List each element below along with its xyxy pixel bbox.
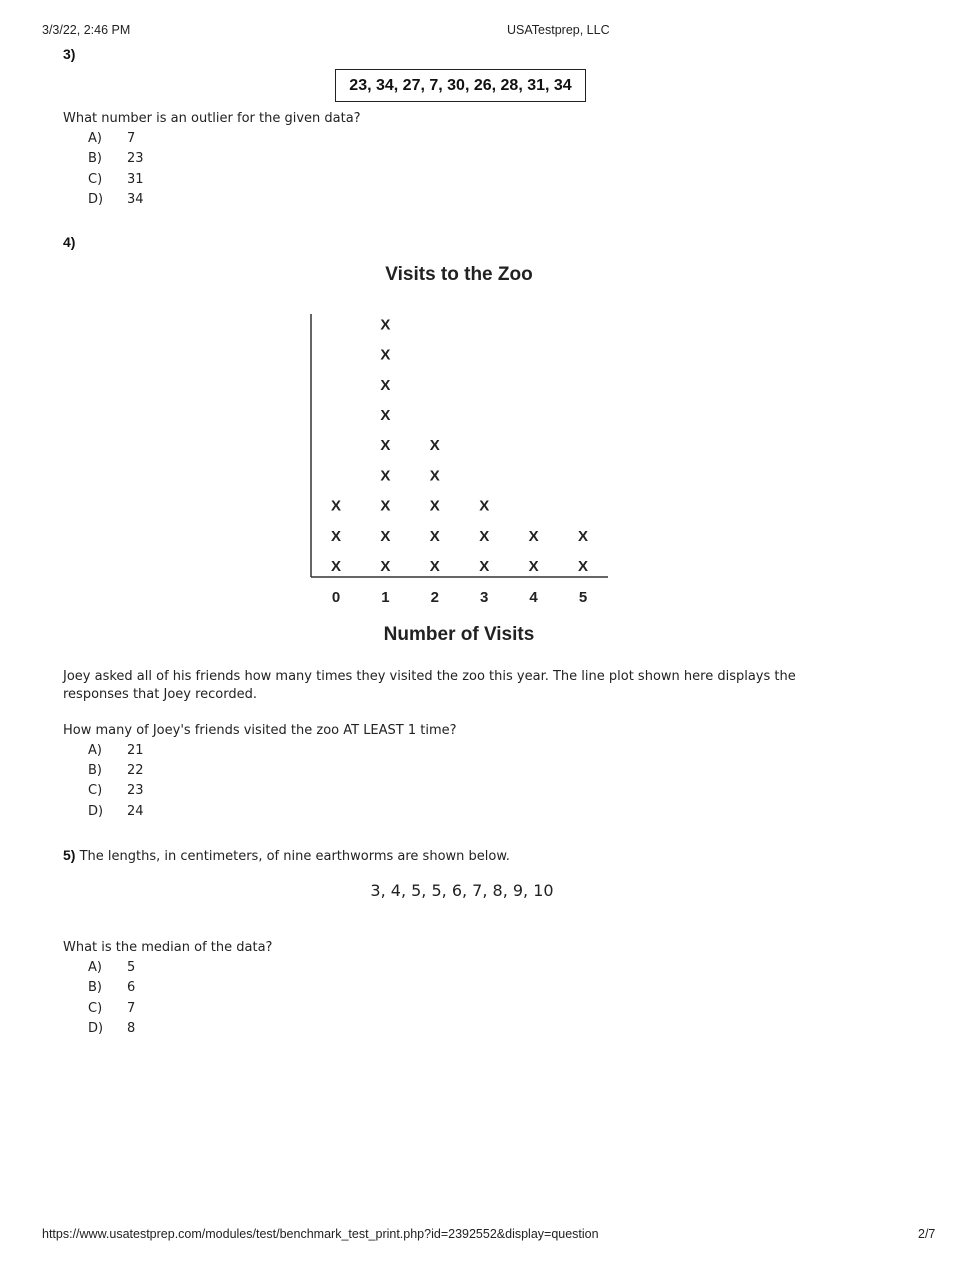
plot-x-mark: X (380, 407, 391, 424)
plot-x-mark: X (429, 558, 440, 575)
plot-x-mark: X (429, 527, 440, 545)
plot-x-mark: X (380, 316, 391, 334)
plot-tick-labels (332, 589, 587, 606)
plot-x-mark: X (330, 558, 342, 575)
zoo-visits-line-plot (300, 250, 630, 650)
plot-x-mark: X (330, 497, 342, 515)
q4-description: Joey asked all of his friends how many times they visited the zoo this year. The line plot shown here displays the responses that Joey recorded. (63, 669, 796, 702)
x-axis-label: Number of Visits (383, 624, 535, 645)
plot-x-mark: X (429, 437, 440, 455)
plot-x-mark: X (528, 558, 539, 575)
q3-data-box: 23, 34, 27, 7, 30, 26, 28, 31, 34 (335, 69, 586, 102)
plot-x-mark: X (577, 527, 589, 545)
plot-x-mark: X (380, 376, 391, 394)
x-tick-label: 5 (578, 589, 588, 606)
question-3-number: 3) (63, 46, 76, 62)
plot-x-mark: X (479, 558, 490, 575)
x-tick-label: 1 (381, 589, 390, 606)
x-tick-label: 2 (430, 589, 439, 606)
q5-intro-line (63, 846, 510, 866)
plot-x-mark: X (429, 497, 440, 515)
plot-x-mark: X (380, 346, 391, 364)
plot-x-mark: X (380, 558, 391, 575)
x-tick-label: 0 (331, 589, 341, 606)
plot-x-mark: X (479, 497, 490, 515)
plot-x-mark: X (380, 467, 391, 485)
plot-x-mark: X (380, 437, 391, 455)
plot-x-mark: X (479, 527, 490, 545)
x-tick-label: 4 (529, 589, 538, 606)
plot-x-mark: X (330, 527, 342, 545)
question-5-number: 5) (63, 847, 76, 863)
question-4-number: 4) (63, 234, 76, 250)
plot-x-mark: X (528, 527, 539, 545)
plot-x-mark: X (380, 497, 391, 515)
chart-title: Visits to the Zoo (385, 264, 533, 285)
print-site-name: USATestprep, LLC (507, 23, 610, 37)
print-url: https://www.usatestprep.com/modules/test/benchmark_test_print.php?id=2392552&display=question (42, 1227, 599, 1241)
x-tick-label: 3 (480, 589, 489, 606)
print-datetime: 3/3/22, 2:46 PM (42, 23, 131, 37)
page-number: 2/7 (918, 1227, 936, 1241)
q5-data-values: 3, 4, 5, 5, 6, 7, 8, 9, 10 (370, 881, 554, 900)
q5-intro: The lengths, in centimeters, of nine earthworms are shown below. (79, 849, 510, 864)
q4-prompt: How many of Joey's friends visited the zoo AT LEAST 1 time? (63, 723, 457, 738)
plot-x-mark: X (380, 527, 391, 545)
plot-x-mark: X (577, 558, 589, 575)
q5-prompt: What is the median of the data? (63, 940, 273, 955)
plot-x-mark: X (429, 467, 440, 485)
q3-prompt: What number is an outlier for the given data? (63, 111, 361, 126)
plot-marks (331, 316, 588, 575)
